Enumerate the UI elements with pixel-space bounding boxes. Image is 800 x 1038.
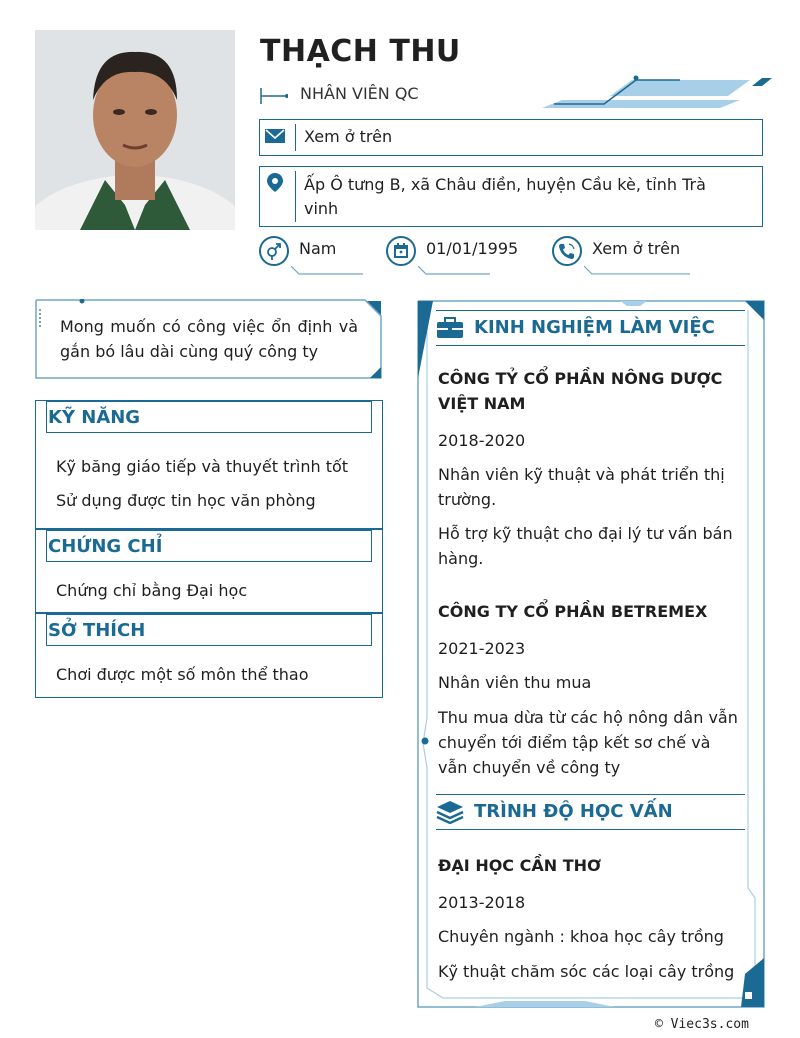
school-name: ĐẠI HỌC CẦN THƠ xyxy=(438,856,601,875)
address-separator xyxy=(295,171,296,222)
phone-icon-circle xyxy=(552,236,582,266)
email-value: Xem ở trên xyxy=(304,127,393,146)
gender-item xyxy=(259,236,369,278)
gender-icon-circle xyxy=(259,236,289,266)
email-row xyxy=(259,119,763,156)
watermark: © Viec3s.com xyxy=(655,1017,749,1032)
hobbies-header xyxy=(46,614,372,646)
profile-photo xyxy=(35,30,235,230)
certificate-item: Chứng chỉ bằng Đại học xyxy=(56,581,248,600)
job-role: Nhân viên kỹ thuật và phát triển thị trường. xyxy=(438,465,725,509)
education-title: TRÌNH ĐỘ HỌC VẤN xyxy=(474,801,673,822)
education-major: Chuyên ngành : khoa học cây trồng xyxy=(438,927,724,946)
dob-value: 01/01/1995 xyxy=(426,239,519,258)
briefcase-icon xyxy=(436,316,464,340)
profile-photo-image xyxy=(35,30,235,230)
experience-header xyxy=(436,310,745,346)
hobby-item: Chơi được một số môn thể thao xyxy=(56,665,309,684)
dob-underline xyxy=(418,266,490,276)
skills-header xyxy=(46,401,372,433)
email-separator xyxy=(295,124,296,151)
layers-icon xyxy=(436,800,464,824)
certificates-header xyxy=(46,530,372,562)
career-objective-box xyxy=(35,299,383,379)
phone-item xyxy=(552,236,692,278)
phone-icon xyxy=(558,242,576,260)
calendar-icon xyxy=(392,242,410,260)
education-period: 2013-2018 xyxy=(438,893,526,912)
position-connector-line xyxy=(260,86,288,106)
job-period: 2018-2020 xyxy=(438,431,526,450)
skills-section xyxy=(35,400,383,529)
education-description: Kỹ thuật chăm sóc các loại cây trồng xyxy=(438,962,735,981)
job-description: Hỗ trợ kỹ thuật cho đại lý tư vấn bán hàng. xyxy=(438,524,733,568)
header-decoration xyxy=(540,74,772,114)
hobbies-title: SỞ THÍCH xyxy=(48,620,146,641)
job-role: Nhân viên thu mua xyxy=(438,673,592,692)
skill-item: Kỹ băng giáo tiếp và thuyết trình tốt xyxy=(56,457,349,476)
certificates-section xyxy=(35,529,383,613)
job-company: CÔNG TY CỔ PHẦN BETREMEX xyxy=(438,602,708,621)
map-pin-icon xyxy=(264,172,286,194)
gender-icon xyxy=(265,242,283,260)
address-value: Ấp Ô tưng B, xã Châu điền, huyện Cầu kè, tỉnh Trà vinh xyxy=(304,175,706,218)
gender-underline xyxy=(291,266,363,276)
job-description: Thu mua dừa từ các hộ nông dân vẫn chuyển tới điểm tập kết sơ chế và vẫn chuyển về công ty xyxy=(438,708,738,777)
hobbies-section xyxy=(35,613,383,698)
objective-text: Mong muốn có công việc ổn định và gắn bó lâu dài cùng quý công ty xyxy=(60,317,358,361)
dob-item xyxy=(386,236,521,278)
candidate-name: THẠCH THU xyxy=(260,34,461,69)
education-header xyxy=(436,794,745,830)
job-company: CÔNG TỶ CỔ PHẦN NÔNG DƯỢC VIỆT NAM xyxy=(438,369,723,413)
envelope-icon xyxy=(264,125,286,147)
skill-item: Sử dụng được tin học văn phòng xyxy=(56,491,316,510)
job-period: 2021-2023 xyxy=(438,639,526,658)
experience-title: KINH NGHIỆM LÀM VIỆC xyxy=(474,317,715,338)
gender-value: Nam xyxy=(299,239,337,258)
calendar-icon-circle xyxy=(386,236,416,266)
address-row xyxy=(259,166,763,227)
certificates-title: CHỨNG CHỈ xyxy=(48,536,163,557)
phone-underline xyxy=(584,266,692,276)
skills-title: KỸ NĂNG xyxy=(48,407,141,428)
phone-value: Xem ở trên xyxy=(592,239,681,258)
job-position: NHÂN VIÊN QC xyxy=(300,84,419,103)
